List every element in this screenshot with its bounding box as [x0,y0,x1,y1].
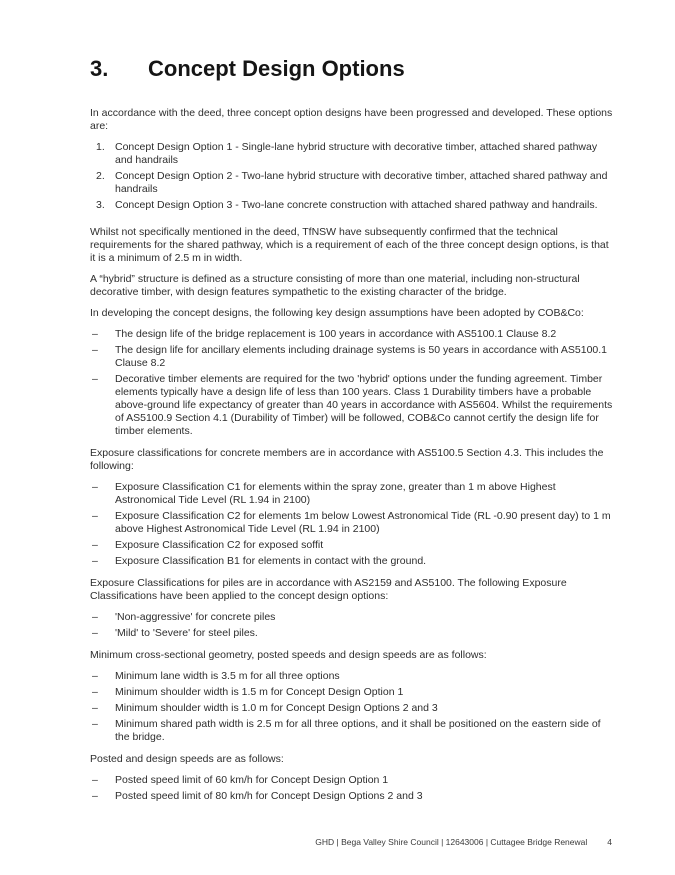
list-item-text: Decorative timber elements are required for the two 'hybrid' options under the funding agreement. Timber elements typically have a design life of less than 100 years. Class 1 Durability timbers have a probable above-ground life expectancy of greater than 40 years in accordance with AS5604. Whilst the requirements of AS5100.9 Section 4.1 (Durability of Timber) will be followed, COB&Co cannot certify the design life for timber elements. [115,373,613,437]
list-item [90,199,613,212]
list-item [90,373,613,438]
list-item [90,774,613,787]
list-item-text: Exposure Classification C2 for elements 1m below Lowest Astronomical Tide (RL -0.90 present day) to 1 m above Highest Astronomical Tide Level (RL 1.94 in 2100) [115,510,611,535]
dash-bullet: – [92,774,98,786]
list-item-text: Minimum shared path width is 2.5 m for all three options, and it shall be positioned on the eastern side of the bridge. [115,718,601,743]
speeds-paragraph: Posted and design speeds are as follows: [90,753,284,765]
list-item [90,627,613,640]
dash-bullet: – [92,702,98,714]
dash-bullet: – [92,510,98,522]
list-item [90,344,613,370]
list-item-text: Exposure Classification B1 for elements in contact with the ground. [115,555,427,567]
list-item-text: Concept Design Option 2 - Two-lane hybrid structure with decorative timber, attached shared pathway and handrails [115,170,608,195]
dash-bullet: – [92,718,98,730]
list-item [90,611,613,624]
dash-bullet: – [92,670,98,682]
intro-paragraph: In accordance with the deed, three concept option designs have been progressed and developed. These options are: [90,107,613,132]
dash-bullet: – [92,344,98,356]
hybrid-definition-paragraph: A “hybrid” structure is defined as a structure consisting of more than one material, including non-structural decorative timber, with design features sympathetic to the existing character of the bridge. [90,273,580,298]
list-item-text: Exposure Classification C2 for exposed soffit [115,539,324,551]
exposure-piles-list [90,611,613,640]
page-number: 4 [607,837,612,847]
options-list [90,141,613,212]
exposure-concrete-list [90,481,613,568]
list-item [90,555,613,568]
speeds-list [90,774,613,803]
dash-bullet: – [92,328,98,340]
list-item [90,670,613,683]
list-number: 2. [96,170,105,182]
list-item [90,328,613,341]
list-item [90,170,613,196]
list-item-text: Posted speed limit of 60 km/h for Concept Design Option 1 [115,774,389,786]
list-item-text: Minimum shoulder width is 1.0 m for Concept Design Options 2 and 3 [115,702,438,714]
list-item [90,539,613,552]
section-number: 3. [90,56,109,81]
exposure-piles-paragraph: Exposure Classifications for piles are in accordance with AS2159 and AS5100. The following Exposure Classifications have been applied to the concept design options: [90,577,567,602]
assumptions-list [90,328,613,438]
list-number: 1. [96,141,105,153]
dash-bullet: – [92,481,98,493]
list-item-text: The design life of the bridge replacement is 100 years in accordance with AS5100.1 Clause 8.2 [115,328,557,340]
page-content [90,56,613,812]
dash-bullet: – [92,790,98,802]
geometry-list [90,670,613,744]
list-item [90,686,613,699]
dash-bullet: – [92,627,98,639]
section-heading [90,56,613,82]
list-item-text: 'Non-aggressive' for concrete piles [115,611,276,623]
dash-bullet: – [92,611,98,623]
list-item [90,481,613,507]
section-title: Concept Design Options [148,56,405,81]
list-item-text: Minimum lane width is 3.5 m for all three options [115,670,340,682]
list-item [90,718,613,744]
footer-text: GHD | Bega Valley Shire Council | 12643006 | Cuttagee Bridge Renewal [315,837,588,847]
list-item-text: 'Mild' to 'Severe' for steel piles. [115,627,258,639]
dash-bullet: – [92,373,98,385]
list-item [90,702,613,715]
list-item [90,510,613,536]
list-item-text: Concept Design Option 1 - Single-lane hybrid structure with decorative timber, attached shared pathway and handrails [115,141,598,166]
assumptions-intro-paragraph: In developing the concept designs, the following key design assumptions have been adopted by COB&Co: [90,307,584,319]
list-item-text: Minimum shoulder width is 1.5 m for Concept Design Option 1 [115,686,404,698]
list-item-text: Concept Design Option 3 - Two-lane concrete construction with attached shared pathway and handrails. [115,199,598,211]
list-number: 3. [96,199,105,211]
dash-bullet: – [92,686,98,698]
list-item-text: Posted speed limit of 80 km/h for Concept Design Options 2 and 3 [115,790,423,802]
list-item-text: The design life for ancillary elements including drainage systems is 50 years in accordance with AS5100.1 Clause 8.2 [115,344,608,369]
dash-bullet: – [92,539,98,551]
list-item [90,141,613,167]
page-footer [90,837,612,847]
exposure-concrete-paragraph: Exposure classifications for concrete members are in accordance with AS5100.5 Section 4.3. This includes the following: [90,447,604,472]
list-item-text: Exposure Classification C1 for elements within the spray zone, greater than 1 m above Highest Astronomical Tide Level (RL 1.94 in 2100) [115,481,556,506]
geometry-paragraph: Minimum cross-sectional geometry, posted speeds and design speeds are as follows: [90,649,487,661]
shared-pathway-paragraph: Whilst not specifically mentioned in the deed, TfNSW have subsequently confirmed that the technical requirements for the shared pathway, which is a requirement of each of the three concept design options, is that it is a minimum of 2.5 m in width. [90,226,609,264]
list-item [90,790,613,803]
dash-bullet: – [92,555,98,567]
